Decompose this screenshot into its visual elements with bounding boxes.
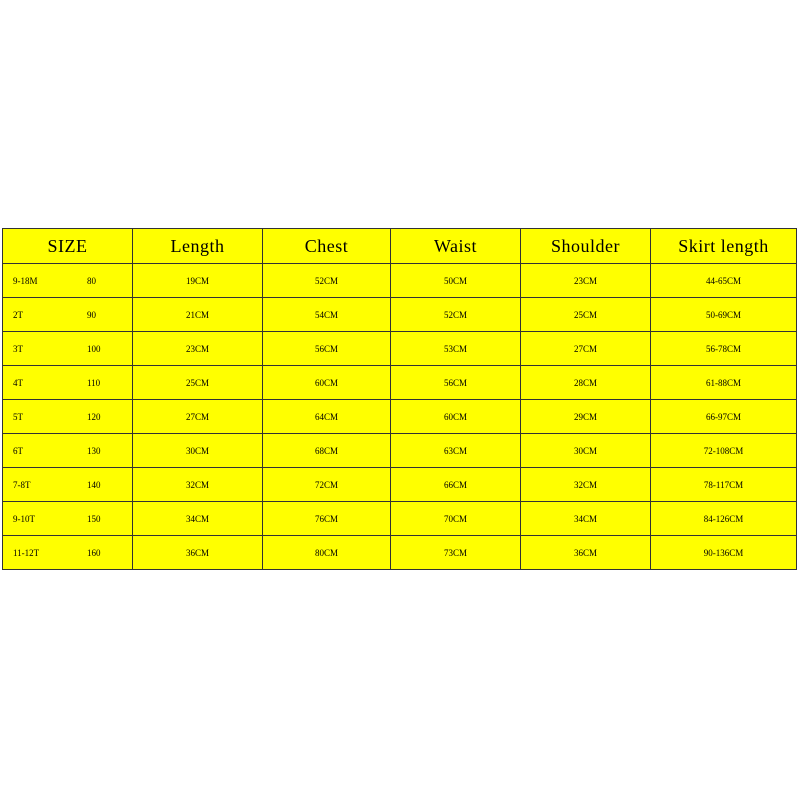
skirt-length-cell: 44-65CM bbox=[651, 264, 797, 298]
chest-cell: 80CM bbox=[263, 536, 391, 570]
skirt-length-cell: 90-136CM bbox=[651, 536, 797, 570]
size-label: 5T bbox=[13, 411, 23, 422]
table-row bbox=[3, 264, 797, 298]
size-label: 11-12T bbox=[13, 547, 40, 558]
waist-cell: 56CM bbox=[391, 366, 521, 400]
shoulder-cell: 25CM bbox=[521, 298, 651, 332]
size-cell bbox=[3, 264, 133, 298]
size-label: 3T bbox=[13, 343, 23, 354]
header-skirt-length: Skirt length bbox=[651, 229, 797, 264]
waist-cell: 66CM bbox=[391, 468, 521, 502]
header-shoulder: Shoulder bbox=[521, 229, 651, 264]
size-cell bbox=[3, 434, 133, 468]
header-size: SIZE bbox=[3, 229, 133, 264]
skirt-length-cell: 78-117CM bbox=[651, 468, 797, 502]
size-label: 2T bbox=[13, 309, 23, 320]
size-label: 9-18M bbox=[13, 275, 38, 286]
size-height: 140 bbox=[87, 479, 101, 490]
length-cell: 30CM bbox=[133, 434, 263, 468]
size-chart-table bbox=[2, 228, 797, 570]
waist-cell: 63CM bbox=[391, 434, 521, 468]
length-cell: 36CM bbox=[133, 536, 263, 570]
size-label: 9-10T bbox=[13, 513, 35, 524]
size-height: 120 bbox=[87, 411, 101, 422]
chest-cell: 68CM bbox=[263, 434, 391, 468]
size-height: 130 bbox=[87, 445, 101, 456]
table-row bbox=[3, 536, 797, 570]
length-cell: 32CM bbox=[133, 468, 263, 502]
length-cell: 23CM bbox=[133, 332, 263, 366]
header-row bbox=[3, 229, 797, 264]
header-length: Length bbox=[133, 229, 263, 264]
length-cell: 25CM bbox=[133, 366, 263, 400]
waist-cell: 60CM bbox=[391, 400, 521, 434]
size-cell bbox=[3, 400, 133, 434]
shoulder-cell: 30CM bbox=[521, 434, 651, 468]
size-cell bbox=[3, 332, 133, 366]
size-chart-body bbox=[3, 264, 797, 570]
chest-cell: 64CM bbox=[263, 400, 391, 434]
size-height: 100 bbox=[87, 343, 101, 354]
size-height: 110 bbox=[87, 377, 101, 388]
shoulder-cell: 28CM bbox=[521, 366, 651, 400]
size-label: 4T bbox=[13, 377, 23, 388]
table-row bbox=[3, 366, 797, 400]
table-row bbox=[3, 468, 797, 502]
size-height: 90 bbox=[87, 309, 96, 320]
shoulder-cell: 29CM bbox=[521, 400, 651, 434]
table-row bbox=[3, 298, 797, 332]
chest-cell: 54CM bbox=[263, 298, 391, 332]
size-cell bbox=[3, 536, 133, 570]
chest-cell: 60CM bbox=[263, 366, 391, 400]
length-cell: 34CM bbox=[133, 502, 263, 536]
waist-cell: 50CM bbox=[391, 264, 521, 298]
waist-cell: 70CM bbox=[391, 502, 521, 536]
skirt-length-cell: 56-78CM bbox=[651, 332, 797, 366]
size-height: 160 bbox=[87, 547, 101, 558]
chest-cell: 72CM bbox=[263, 468, 391, 502]
chest-cell: 76CM bbox=[263, 502, 391, 536]
length-cell: 19CM bbox=[133, 264, 263, 298]
length-cell: 27CM bbox=[133, 400, 263, 434]
size-cell bbox=[3, 298, 133, 332]
size-label: 6T bbox=[13, 445, 23, 456]
skirt-length-cell: 84-126CM bbox=[651, 502, 797, 536]
header-waist: Waist bbox=[391, 229, 521, 264]
chest-cell: 52CM bbox=[263, 264, 391, 298]
size-cell bbox=[3, 366, 133, 400]
skirt-length-cell: 61-88CM bbox=[651, 366, 797, 400]
size-cell bbox=[3, 468, 133, 502]
table-row bbox=[3, 400, 797, 434]
table-row bbox=[3, 434, 797, 468]
shoulder-cell: 23CM bbox=[521, 264, 651, 298]
size-cell bbox=[3, 502, 133, 536]
shoulder-cell: 36CM bbox=[521, 536, 651, 570]
table-row bbox=[3, 332, 797, 366]
table-row bbox=[3, 502, 797, 536]
size-label: 7-8T bbox=[13, 479, 31, 490]
skirt-length-cell: 72-108CM bbox=[651, 434, 797, 468]
chest-cell: 56CM bbox=[263, 332, 391, 366]
shoulder-cell: 34CM bbox=[521, 502, 651, 536]
skirt-length-cell: 50-69CM bbox=[651, 298, 797, 332]
header-chest: Chest bbox=[263, 229, 391, 264]
shoulder-cell: 27CM bbox=[521, 332, 651, 366]
skirt-length-cell: 66-97CM bbox=[651, 400, 797, 434]
length-cell: 21CM bbox=[133, 298, 263, 332]
shoulder-cell: 32CM bbox=[521, 468, 651, 502]
waist-cell: 73CM bbox=[391, 536, 521, 570]
size-height: 150 bbox=[87, 513, 101, 524]
waist-cell: 52CM bbox=[391, 298, 521, 332]
size-height: 80 bbox=[87, 275, 96, 286]
waist-cell: 53CM bbox=[391, 332, 521, 366]
